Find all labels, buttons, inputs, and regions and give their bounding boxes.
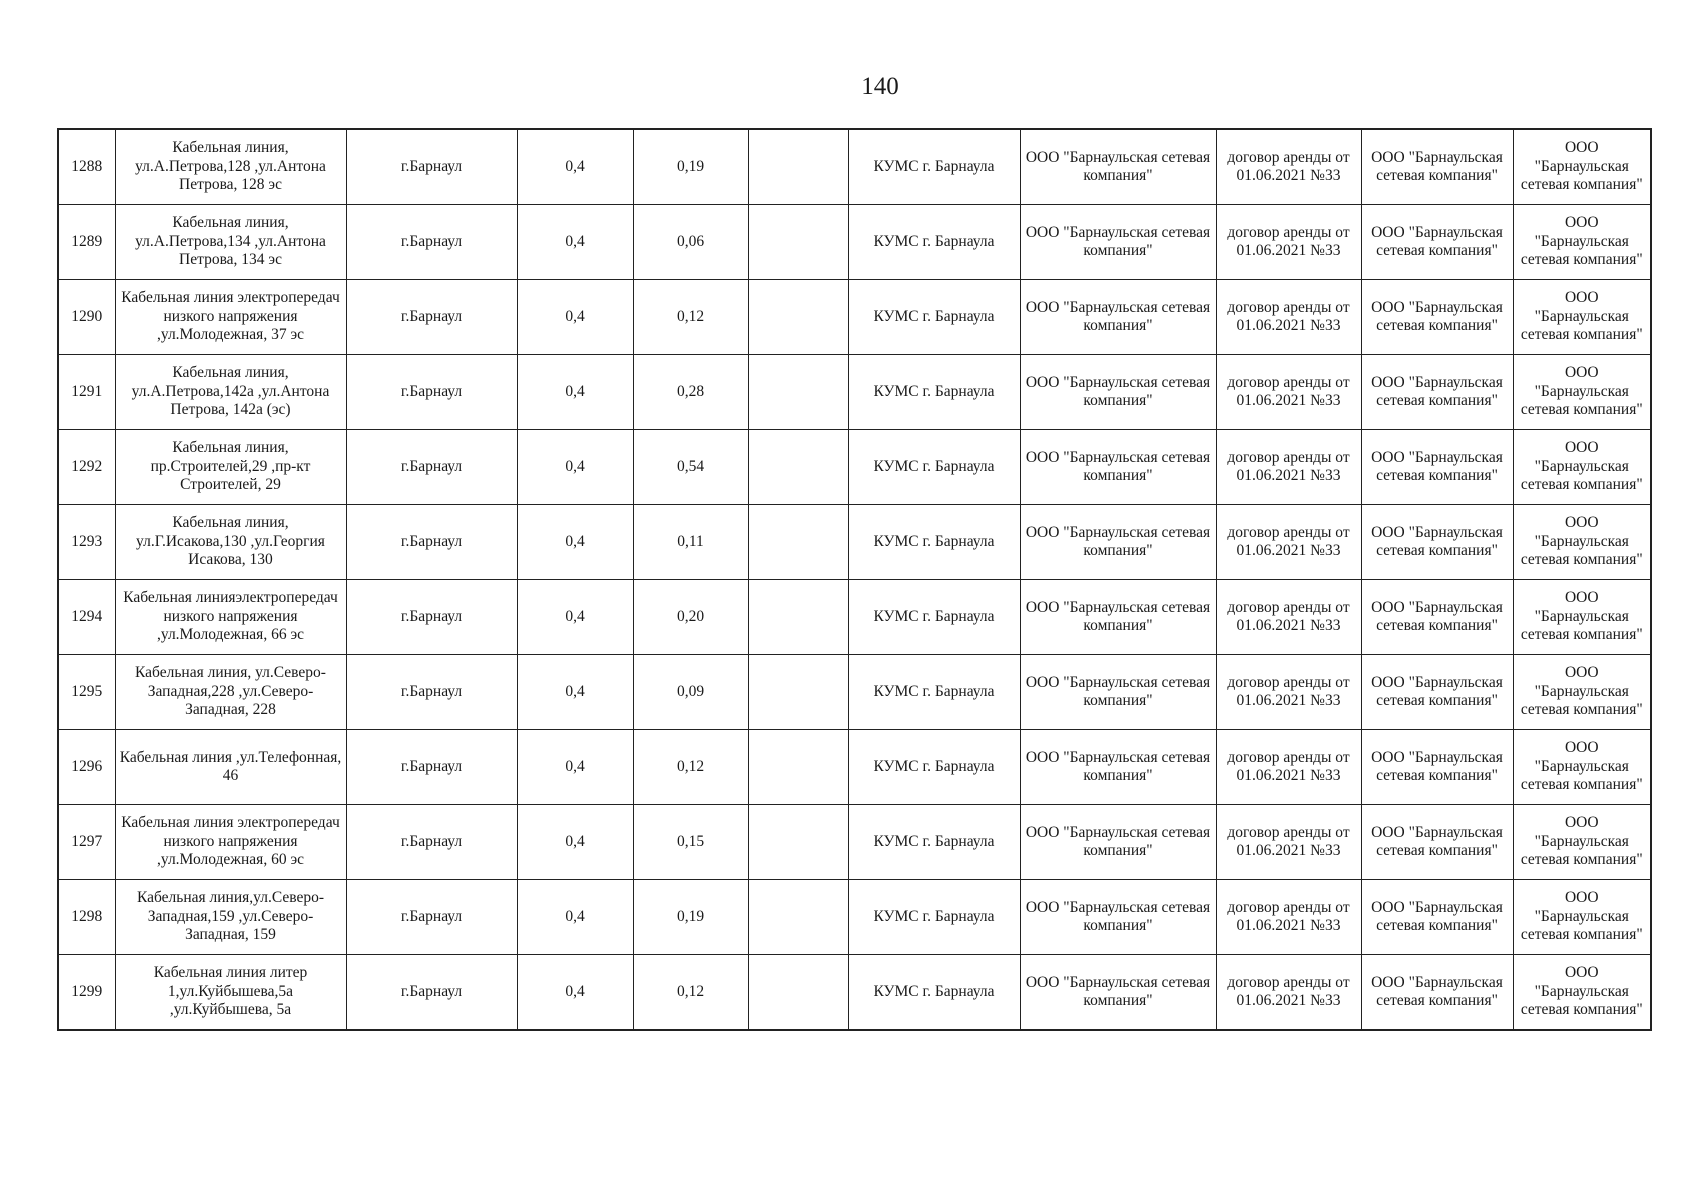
object-name-cell: Кабельная линия ,ул.Телефонная, 46 (115, 730, 346, 805)
operator-cell: ООО "Барнаульская сетевая компания" (1361, 355, 1513, 430)
operator-cell: ООО "Барнаульская сетевая компания" (1361, 280, 1513, 355)
owner-cell: КУМС г. Барнаула (848, 955, 1020, 1031)
user-cell: ООО "Барнаульская сетевая компания" (1513, 280, 1651, 355)
length-cell: 0,28 (633, 355, 748, 430)
object-name-cell: Кабельная линия электропередач низкого напряжения ,ул.Молодежная, 60 эс (115, 805, 346, 880)
basis-cell: договор аренды от 01.06.2021 №33 (1216, 880, 1361, 955)
object-name-cell: Кабельная линия электропередач низкого напряжения ,ул.Молодежная, 37 эс (115, 280, 346, 355)
operator-cell: ООО "Барнаульская сетевая компания" (1361, 505, 1513, 580)
holder-cell: ООО "Барнаульская сетевая компания" (1020, 955, 1216, 1031)
table-row (58, 430, 1651, 505)
city-cell: г.Барнаул (346, 730, 517, 805)
operator-cell: ООО "Барнаульская сетевая компания" (1361, 805, 1513, 880)
owner-cell: КУМС г. Барнаула (848, 580, 1020, 655)
empty-cell (748, 655, 848, 730)
row-number-cell: 1294 (58, 580, 115, 655)
row-number-cell: 1291 (58, 355, 115, 430)
row-number-cell: 1298 (58, 880, 115, 955)
length-cell: 0,15 (633, 805, 748, 880)
table-row (58, 355, 1651, 430)
row-number-cell: 1290 (58, 280, 115, 355)
city-cell: г.Барнаул (346, 880, 517, 955)
user-cell: ООО "Барнаульская сетевая компания" (1513, 955, 1651, 1031)
city-cell: г.Барнаул (346, 955, 517, 1031)
user-cell: ООО "Барнаульская сетевая компания" (1513, 880, 1651, 955)
row-number-cell: 1292 (58, 430, 115, 505)
user-cell: ООО "Барнаульская сетевая компания" (1513, 505, 1651, 580)
empty-cell (748, 355, 848, 430)
length-cell: 0,20 (633, 580, 748, 655)
row-number-cell: 1299 (58, 955, 115, 1031)
object-name-cell: Кабельная линия, ул.А.Петрова,142а ,ул.Антона Петрова, 142а (эс) (115, 355, 346, 430)
table-row (58, 205, 1651, 280)
operator-cell: ООО "Барнаульская сетевая компания" (1361, 655, 1513, 730)
holder-cell: ООО "Барнаульская сетевая компания" (1020, 580, 1216, 655)
empty-cell (748, 505, 848, 580)
voltage-cell: 0,4 (517, 580, 633, 655)
voltage-cell: 0,4 (517, 355, 633, 430)
basis-cell: договор аренды от 01.06.2021 №33 (1216, 505, 1361, 580)
table-row (58, 505, 1651, 580)
empty-cell (748, 880, 848, 955)
voltage-cell: 0,4 (517, 730, 633, 805)
holder-cell: ООО "Барнаульская сетевая компания" (1020, 730, 1216, 805)
city-cell: г.Барнаул (346, 805, 517, 880)
owner-cell: КУМС г. Барнаула (848, 505, 1020, 580)
voltage-cell: 0,4 (517, 505, 633, 580)
object-name-cell: Кабельная линия литер 1,ул.Куйбышева,5а ,ул.Куйбышева, 5а (115, 955, 346, 1031)
row-number-cell: 1289 (58, 205, 115, 280)
empty-cell (748, 580, 848, 655)
voltage-cell: 0,4 (517, 955, 633, 1031)
voltage-cell: 0,4 (517, 280, 633, 355)
owner-cell: КУМС г. Барнаула (848, 805, 1020, 880)
table-row (58, 805, 1651, 880)
holder-cell: ООО "Барнаульская сетевая компания" (1020, 880, 1216, 955)
basis-cell: договор аренды от 01.06.2021 №33 (1216, 730, 1361, 805)
city-cell: г.Барнаул (346, 205, 517, 280)
operator-cell: ООО "Барнаульская сетевая компания" (1361, 955, 1513, 1031)
basis-cell: договор аренды от 01.06.2021 №33 (1216, 655, 1361, 730)
object-name-cell: Кабельная линияэлектропередач низкого напряжения ,ул.Молодежная, 66 эс (115, 580, 346, 655)
city-cell: г.Барнаул (346, 505, 517, 580)
holder-cell: ООО "Барнаульская сетевая компания" (1020, 655, 1216, 730)
table-row (58, 730, 1651, 805)
basis-cell: договор аренды от 01.06.2021 №33 (1216, 129, 1361, 205)
object-name-cell: Кабельная линия,ул.Северо-Западная,159 ,ул.Северо-Западная, 159 (115, 880, 346, 955)
basis-cell: договор аренды от 01.06.2021 №33 (1216, 955, 1361, 1031)
operator-cell: ООО "Барнаульская сетевая компания" (1361, 730, 1513, 805)
operator-cell: ООО "Барнаульская сетевая компания" (1361, 430, 1513, 505)
row-number-cell: 1296 (58, 730, 115, 805)
user-cell: ООО "Барнаульская сетевая компания" (1513, 205, 1651, 280)
length-cell: 0,12 (633, 280, 748, 355)
city-cell: г.Барнаул (346, 355, 517, 430)
row-number-cell: 1288 (58, 129, 115, 205)
city-cell: г.Барнаул (346, 580, 517, 655)
user-cell: ООО "Барнаульская сетевая компания" (1513, 129, 1651, 205)
voltage-cell: 0,4 (517, 655, 633, 730)
table-row (58, 655, 1651, 730)
page-number: 140 (861, 73, 899, 100)
length-cell: 0,19 (633, 880, 748, 955)
operator-cell: ООО "Барнаульская сетевая компания" (1361, 205, 1513, 280)
user-cell: ООО "Барнаульская сетевая компания" (1513, 655, 1651, 730)
owner-cell: КУМС г. Барнаула (848, 430, 1020, 505)
basis-cell: договор аренды от 01.06.2021 №33 (1216, 280, 1361, 355)
table-row (58, 880, 1651, 955)
voltage-cell: 0,4 (517, 880, 633, 955)
registry-table-body (58, 129, 1651, 1030)
basis-cell: договор аренды от 01.06.2021 №33 (1216, 355, 1361, 430)
voltage-cell: 0,4 (517, 805, 633, 880)
operator-cell: ООО "Барнаульская сетевая компания" (1361, 129, 1513, 205)
empty-cell (748, 805, 848, 880)
basis-cell: договор аренды от 01.06.2021 №33 (1216, 580, 1361, 655)
basis-cell: договор аренды от 01.06.2021 №33 (1216, 205, 1361, 280)
user-cell: ООО "Барнаульская сетевая компания" (1513, 355, 1651, 430)
length-cell: 0,09 (633, 655, 748, 730)
registry-table (57, 128, 1652, 1031)
empty-cell (748, 955, 848, 1031)
length-cell: 0,19 (633, 129, 748, 205)
owner-cell: КУМС г. Барнаула (848, 205, 1020, 280)
holder-cell: ООО "Барнаульская сетевая компания" (1020, 505, 1216, 580)
length-cell: 0,54 (633, 430, 748, 505)
city-cell: г.Барнаул (346, 280, 517, 355)
object-name-cell: Кабельная линия, ул.А.Петрова,128 ,ул.Антона Петрова, 128 эс (115, 129, 346, 205)
holder-cell: ООО "Барнаульская сетевая компания" (1020, 280, 1216, 355)
holder-cell: ООО "Барнаульская сетевая компания" (1020, 805, 1216, 880)
empty-cell (748, 430, 848, 505)
voltage-cell: 0,4 (517, 205, 633, 280)
table-row (58, 129, 1651, 205)
user-cell: ООО "Барнаульская сетевая компания" (1513, 580, 1651, 655)
owner-cell: КУМС г. Барнаула (848, 730, 1020, 805)
city-cell: г.Барнаул (346, 430, 517, 505)
row-number-cell: 1293 (58, 505, 115, 580)
basis-cell: договор аренды от 01.06.2021 №33 (1216, 430, 1361, 505)
table-row (58, 580, 1651, 655)
object-name-cell: Кабельная линия, ул.А.Петрова,134 ,ул.Антона Петрова, 134 эс (115, 205, 346, 280)
owner-cell: КУМС г. Барнаула (848, 129, 1020, 205)
voltage-cell: 0,4 (517, 129, 633, 205)
object-name-cell: Кабельная линия, ул.Северо-Западная,228 ,ул.Северо-Западная, 228 (115, 655, 346, 730)
row-number-cell: 1295 (58, 655, 115, 730)
voltage-cell: 0,4 (517, 430, 633, 505)
holder-cell: ООО "Барнаульская сетевая компания" (1020, 355, 1216, 430)
empty-cell (748, 730, 848, 805)
owner-cell: КУМС г. Барнаула (848, 655, 1020, 730)
user-cell: ООО "Барнаульская сетевая компания" (1513, 730, 1651, 805)
object-name-cell: Кабельная линия, пр.Строителей,29 ,пр-кт Строителей, 29 (115, 430, 346, 505)
owner-cell: КУМС г. Барнаула (848, 355, 1020, 430)
length-cell: 0,12 (633, 955, 748, 1031)
owner-cell: КУМС г. Барнаула (848, 880, 1020, 955)
empty-cell (748, 205, 848, 280)
holder-cell: ООО "Барнаульская сетевая компания" (1020, 129, 1216, 205)
length-cell: 0,06 (633, 205, 748, 280)
user-cell: ООО "Барнаульская сетевая компания" (1513, 430, 1651, 505)
operator-cell: ООО "Барнаульская сетевая компания" (1361, 580, 1513, 655)
city-cell: г.Барнаул (346, 655, 517, 730)
length-cell: 0,11 (633, 505, 748, 580)
table-row (58, 955, 1651, 1031)
empty-cell (748, 129, 848, 205)
holder-cell: ООО "Барнаульская сетевая компания" (1020, 430, 1216, 505)
length-cell: 0,12 (633, 730, 748, 805)
operator-cell: ООО "Барнаульская сетевая компания" (1361, 880, 1513, 955)
object-name-cell: Кабельная линия, ул.Г.Исакова,130 ,ул.Георгия Исакова, 130 (115, 505, 346, 580)
basis-cell: договор аренды от 01.06.2021 №33 (1216, 805, 1361, 880)
table-row (58, 280, 1651, 355)
row-number-cell: 1297 (58, 805, 115, 880)
user-cell: ООО "Барнаульская сетевая компания" (1513, 805, 1651, 880)
holder-cell: ООО "Барнаульская сетевая компания" (1020, 205, 1216, 280)
owner-cell: КУМС г. Барнаула (848, 280, 1020, 355)
empty-cell (748, 280, 848, 355)
city-cell: г.Барнаул (346, 129, 517, 205)
